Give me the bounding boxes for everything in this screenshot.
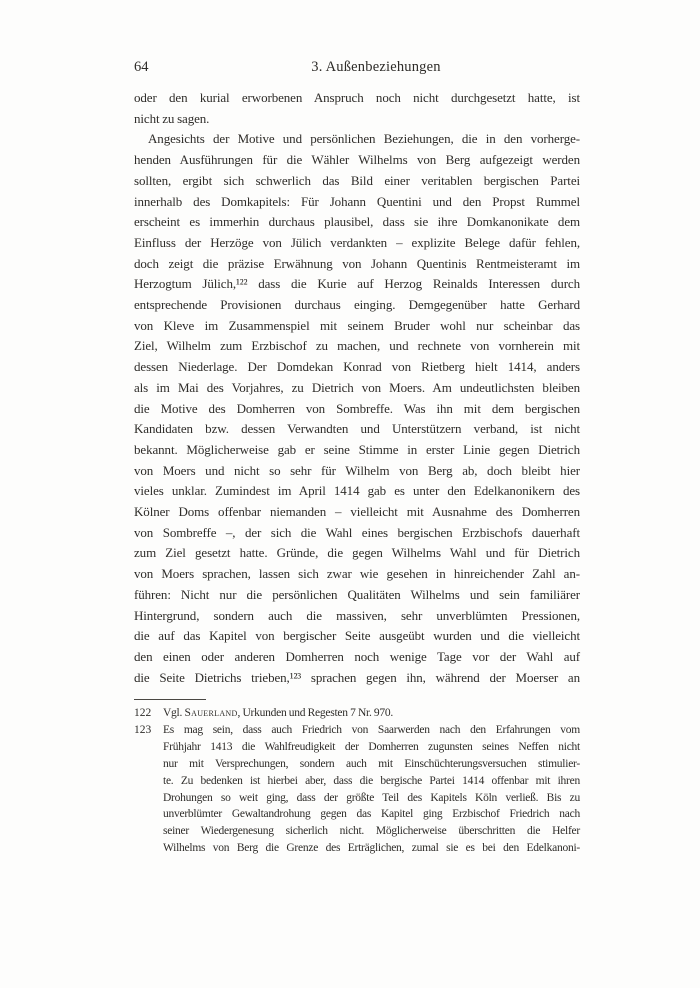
- text-line: die Motive des Domherren von Sombreffe. Was ihn mit dem bergischen: [134, 400, 580, 416]
- footnote-line: Vgl. Sauerland, Urkunden und Regesten 7 Nr. 970.: [163, 707, 394, 719]
- text-line: die Seite Dietrichs trieben,¹²³ sprachen gegen ihn, während der Moerser an: [134, 669, 580, 685]
- text-line: doch zeigt die präzise Erwähnung von Johann Quentinis Rentmeisteramt im: [134, 255, 580, 271]
- text-line: Herzogtum Jülich,¹²² dass die Kurie auf Herzog Reinalds Interessen durch: [134, 276, 580, 292]
- text-line: bekannt. Möglicherweise gab er seine Stimme in erster Linie gegen Dietrich: [134, 441, 580, 457]
- text-line: den einen oder anderen Domherren noch wenige Tage vor der Wahl auf: [134, 648, 580, 664]
- text-line: die auf das Kapitel von bergischer Seite ausgeübt wurden und die vielleicht: [134, 628, 580, 644]
- text-line: Kandidaten bzw. dessen Verwandten und Unterstützern verband, ist nicht: [134, 421, 580, 437]
- page-number: 64: [134, 59, 149, 75]
- footnotes-section: [134, 699, 580, 857]
- footnote-line: te. Zu bedenken ist hierbei aber, dass die bergische Partei 1414 offenbar mit ihren: [163, 774, 580, 787]
- text-line: Einfluss der Herzöge von Jülich verdankten – explizite Belege dafür fehlen,: [134, 234, 580, 250]
- text-line: von Sombreffe –, der sich die Wahl eines bergischen Erzbischofs dauerhaft: [134, 524, 580, 540]
- footnote-line: unverblümter Gewaltandrohung gegen das Kapitel ging Erzbischof Friedrich nach: [163, 808, 580, 821]
- text-line: entsprechende Provisionen durchaus einging. Demgegenüber hatte Gerhard: [134, 297, 580, 313]
- page-header: [134, 59, 580, 77]
- paragraph: [134, 88, 580, 129]
- text-line: zum Ziel gesetzt hatte. Gründe, die gegen Wilhelms Wahl und für Dietrich: [134, 545, 580, 561]
- text-line: führen: Nicht nur die persönlichen Qualitäten Wilhelms und sein familiärer: [134, 586, 580, 602]
- text-line: von Moers und nicht so sehr für Wilhelm von Berg ab, doch bleibt hier: [134, 462, 580, 478]
- text-line: von Moers sprachen, lassen sich zwar wie gesehen in hinreichender Zahl an-: [134, 566, 580, 582]
- footnote-line: Drohungen so weit ging, dass der größte Teil des Kapitels Köln verließ. Bis zu: [163, 791, 580, 804]
- text-line: erscheint es immerhin durchaus plausibel, dass sie ihre Domkanonikate dem: [134, 214, 580, 230]
- text-line: von Kleve im Zusammenspiel mit seinem Bruder wohl nur scheinbar das: [134, 317, 580, 333]
- footnote-line: Es mag sein, dass auch Friedrich von Saarwerden nach den Erfahrungen vom: [163, 723, 580, 736]
- paragraph: [134, 129, 580, 688]
- footnote-text: [163, 722, 580, 857]
- footnote-line: Frühjahr 1413 die Wahlfreudigkeit der Domherren zugunsten seines Neffen nicht: [163, 740, 580, 753]
- running-head: 3. Außenbeziehungen: [311, 59, 441, 75]
- footnote-text: [163, 705, 580, 722]
- footnote-line: nur mit Versprechungen, sondern auch mit Einschüchterungsversuchen stimulier-: [163, 757, 580, 770]
- text-line: Kölner Doms offenbar niemanden – vielleicht mit Ausnahme des Domherren: [134, 504, 580, 520]
- footnote-separator: [134, 699, 206, 700]
- text-line: Angesichts der Motive und persönlichen Beziehungen, die in den vorherge-: [148, 131, 580, 147]
- smallcaps-text: Sauerland: [184, 707, 238, 719]
- page-body: [134, 88, 580, 688]
- footnote-line: seiner Wiedergenesung sicherlich nicht. Möglicherweise überschritten die Helfer: [163, 825, 580, 838]
- footnote-line: Wilhelms von Berg die Grenze des Erträglichen, zumal sie es bei den Edelkanoni-: [163, 842, 580, 855]
- footnote-number: 122: [134, 707, 152, 719]
- footnote: [134, 705, 580, 722]
- footnote-number: 123: [134, 723, 152, 736]
- footnotes-list: [134, 705, 580, 857]
- text-line: vieles unklar. Zumindest im April 1414 gab es unter den Edelkanonikern des: [134, 483, 580, 499]
- text-line: Hintergrund, sondern auch die massiven, sehr unverblümten Pressionen,: [134, 607, 580, 623]
- text-line: innerhalb des Domkapitels: Für Johann Quentini und den Propst Rummel: [134, 193, 580, 209]
- text-line: dessen Niederlage. Der Domdekan Konrad von Rietberg hielt 1414, anders: [134, 359, 580, 375]
- text-line: Ziel, Wilhelm zum Erzbischof zu machen, und rechnete von vornherein mit: [134, 338, 580, 354]
- text-line: sollten, ergibt sich schwerlich das Bild einer veritablen bergischen Partei: [134, 172, 580, 188]
- text-line: oder den kurial erworbenen Anspruch noch nicht durchgesetzt hatte, ist: [134, 90, 580, 105]
- text-line: nicht zu sagen.: [134, 110, 210, 126]
- text-line: als im Mai des Vorjahres, zu Dietrich von Moers. Am undeutlichsten bleiben: [134, 379, 580, 395]
- text-line: henden Ausführungen für die Wähler Wilhelms von Berg aufgezeigt werden: [134, 152, 580, 168]
- footnote: [134, 722, 580, 857]
